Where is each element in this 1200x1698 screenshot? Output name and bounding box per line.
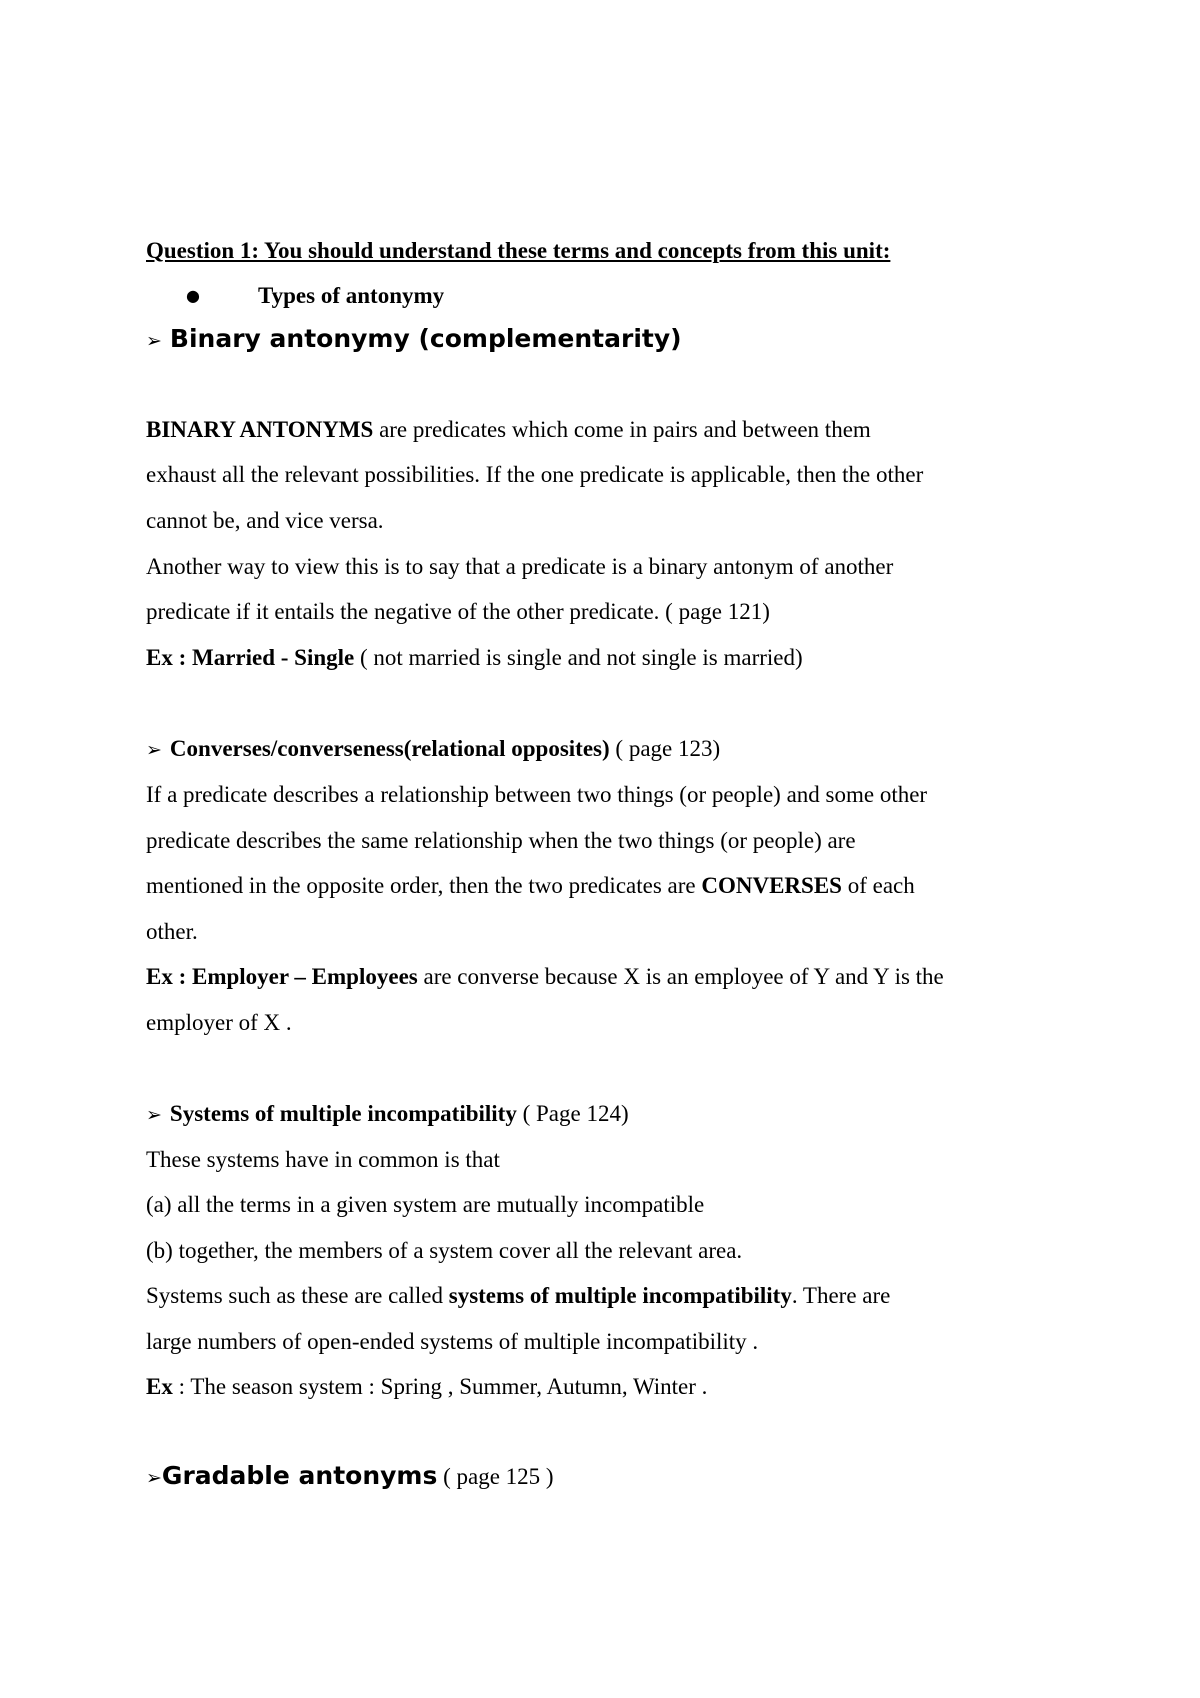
multiple-line-4 <box>146 1281 890 1311</box>
multiple-line-1: These systems have in common is that <box>146 1147 500 1172</box>
converses-term: CONVERSES <box>701 873 842 898</box>
binary-definition-line-2: exhaust all the relevant possibilities. If the one predicate is applicable, then the other <box>146 462 924 487</box>
arrow-icon: ➢ <box>146 1104 162 1126</box>
question-heading: Question 1: You should understand these terms and concepts from this unit: <box>146 238 891 263</box>
binary-heading <box>146 324 682 356</box>
converses-page-ref: ( page 123) <box>609 736 721 761</box>
binary-example-explanation: ( not married is single and not single is married) <box>354 645 803 670</box>
gradable-page-ref: ( page 125 ) <box>437 1464 554 1489</box>
converses-example-explanation: are converse because X is an employee of Y and Y is the <box>417 964 944 989</box>
multiple-line-4-end: . There are <box>791 1283 891 1308</box>
binary-definition-line-1 <box>146 415 871 445</box>
bullet-item-types-of-antonymy: Types of antonymy <box>258 283 445 308</box>
converses-heading-text: Converses/converseness(relational opposites) <box>169 736 610 761</box>
converses-line-3 <box>146 871 915 901</box>
multiple-line-5: large numbers of open-ended systems of multiple incompatibility . <box>146 1329 759 1354</box>
bullet-icon: ● <box>186 286 200 305</box>
gradable-heading-text: Gradable antonyms <box>161 1461 438 1490</box>
converses-example-line-2: employer of X . <box>146 1010 292 1035</box>
gradable-heading <box>146 1461 554 1493</box>
multiple-line-3: (b) together, the members of a system cover all the relevant area. <box>146 1238 743 1263</box>
converses-line-3-end: of each <box>841 873 915 898</box>
arrow-icon: ➢ <box>146 739 162 761</box>
binary-example <box>146 643 803 673</box>
converses-line-2: predicate describes the same relationship when the two things (or people) are <box>146 828 856 853</box>
converses-example-terms: Ex : Employer – Employees <box>146 964 418 989</box>
binary-def-1: are predicates which come in pairs and between them <box>373 417 871 442</box>
converses-line-1: If a predicate describes a relationship between two things (or people) and some other <box>146 782 928 807</box>
multiple-example-label: Ex <box>146 1374 173 1399</box>
binary-alternative-line-1: Another way to view this is to say that a predicate is a binary antonym of another <box>146 554 894 579</box>
arrow-icon: ➢ <box>146 1467 162 1489</box>
converses-heading <box>146 734 720 765</box>
multiple-line-4-text: Systems such as these are called <box>146 1283 449 1308</box>
arrow-icon: ➢ <box>146 330 162 352</box>
binary-heading-text: Binary antonymy (complementarity) <box>169 324 682 353</box>
multiple-page-ref: ( Page 124) <box>516 1101 629 1126</box>
multiple-line-2: (a) all the terms in a given system are mutually incompatible <box>146 1192 705 1217</box>
binary-example-label: Ex : <box>146 645 192 670</box>
binary-definition-line-3: cannot be, and vice versa. <box>146 508 384 533</box>
binary-term: BINARY ANTONYMS <box>146 417 374 442</box>
multiple-term: systems of multiple incompatibility <box>448 1283 792 1308</box>
converses-line-4: other. <box>146 919 198 944</box>
multiple-heading-text: Systems of multiple incompatibility <box>169 1101 517 1126</box>
converses-line-3-text: mentioned in the opposite order, then the two predicates are <box>146 873 702 898</box>
multiple-example-text: : The season system : Spring , Summer, Autumn, Winter . <box>172 1374 708 1399</box>
multiple-heading <box>146 1099 629 1130</box>
binary-alternative-line-2: predicate if it entails the negative of the other predicate. ( page 121) <box>146 599 770 624</box>
converses-example <box>146 962 944 992</box>
binary-example-terms: Married - Single <box>192 645 355 670</box>
multiple-example <box>146 1372 707 1402</box>
